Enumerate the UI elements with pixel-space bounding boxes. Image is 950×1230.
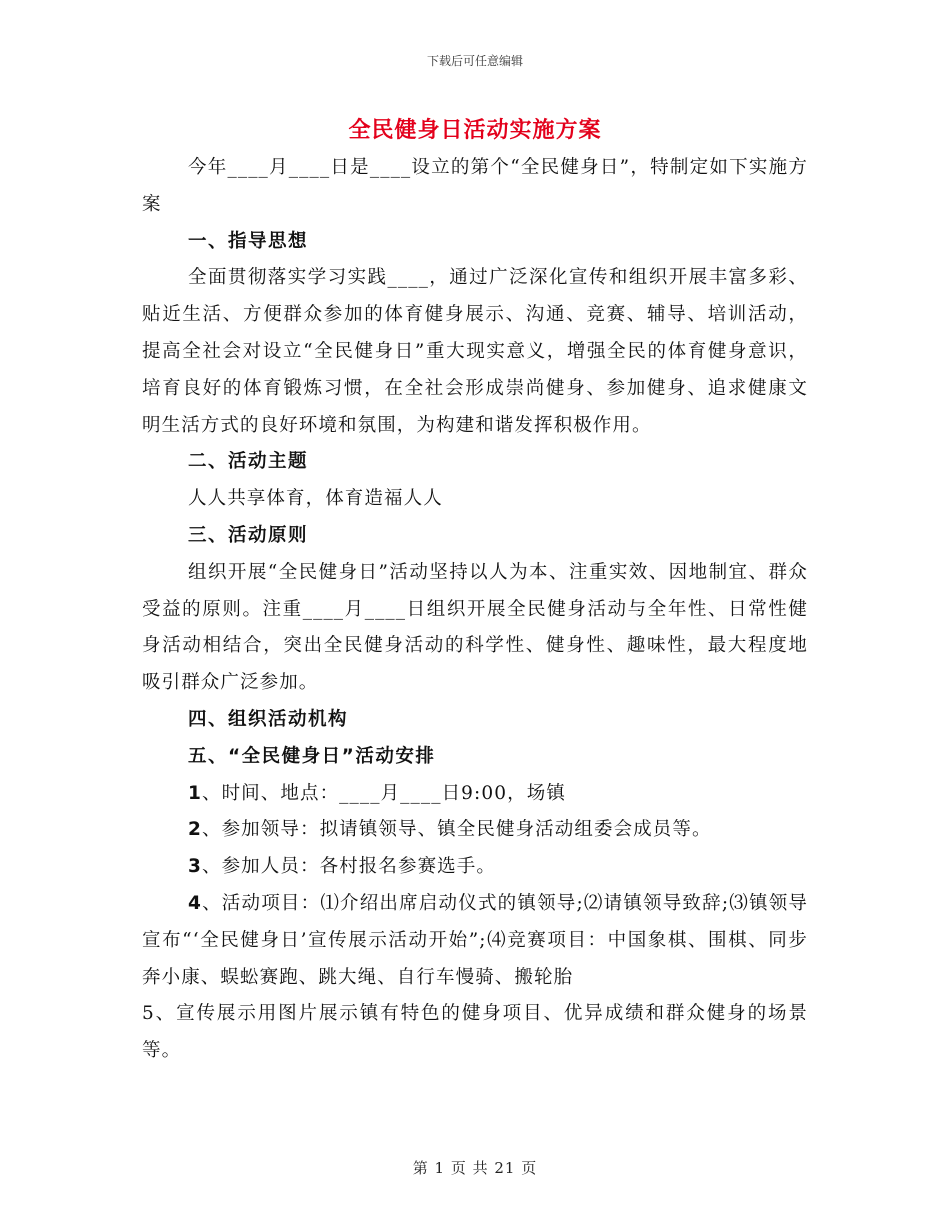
document-body [142, 150, 808, 1070]
list-item-participants [142, 849, 808, 886]
item-number: 2 [188, 819, 202, 841]
page-number: 第 1 页 共 21 页 [412, 1159, 538, 1177]
item-number: 4 [188, 892, 202, 914]
item-text: 、活动项目：⑴介绍出席启动仪式的镇领导;⑵请镇领导致辞;⑶镇领导宣布“‘全民健身日’宣传展示活动开始”;⑷竞赛项目：中国象棋、围棋、同步奔小康、蜈蚣赛跑、跳大绳、自行车慢骑、搬轮胎 [142, 892, 808, 988]
section-heading-organization: 四、组织活动机构 [188, 708, 349, 730]
section-heading-theme: 二、活动主题 [188, 451, 309, 473]
section-heading-guiding-ideology: 一、指导思想 [188, 230, 309, 252]
section-heading-principles: 三、活动原则 [188, 524, 309, 546]
tail-paragraph: 5、宣传展示用图片展示镇有特色的健身项目、优异成绩和群众健身的场景等。 [142, 1003, 808, 1062]
section-body-guiding-ideology: 全面贯彻落实学习实践____，通过广泛深化宣传和组织开展丰富多彩、贴近生活、方便群众参加的体育健身展示、沟通、竞赛、辅导、培训活动，提高全社会对设立“全民健身日”重大现实意义，增强全民的体育健身意识，培育良好的体育锻炼习惯，在全社会形成崇尚健身、参加健身、追求健康文明生活方式的良好环境和氛围，为构建和谐发挥积极作用。 [142, 267, 808, 436]
section-body-theme: 人人共享体育，体育造福人人 [188, 488, 443, 510]
section-heading-arrangements: 五、“全民健身日”活动安排 [188, 745, 436, 767]
item-number: 1 [188, 782, 202, 804]
list-item-activities [142, 886, 808, 996]
item-text: 、时间、地点：____月____日9:00，场镇 [201, 782, 566, 804]
list-item-leaders [142, 812, 808, 849]
item-number: 3 [188, 856, 202, 878]
item-text: 、参加领导：拟请镇领导、镇全民健身活动组委会成员等。 [201, 819, 712, 841]
intro-paragraph: 今年____月____日是____设立的第个“全民健身日”，特制定如下实施方案 [142, 157, 808, 215]
page-header-note: 下载后可任意编辑 [426, 54, 523, 68]
document-title: 全民健身日活动实施方案 [348, 118, 602, 143]
list-item-time-location [142, 776, 808, 813]
section-body-principles: 组织开展“全民健身日”活动坚持以人为本、注重实效、因地制宜、群众受益的原则。注重____月____日组织开展全民健身活动与全年性、日常性健身活动相结合，突出全民健身活动的科学性、健身性、趣味性，最大程度地吸引群众广泛参加。 [142, 561, 808, 694]
item-text: 、参加人员：各村报名参赛选手。 [201, 856, 496, 878]
